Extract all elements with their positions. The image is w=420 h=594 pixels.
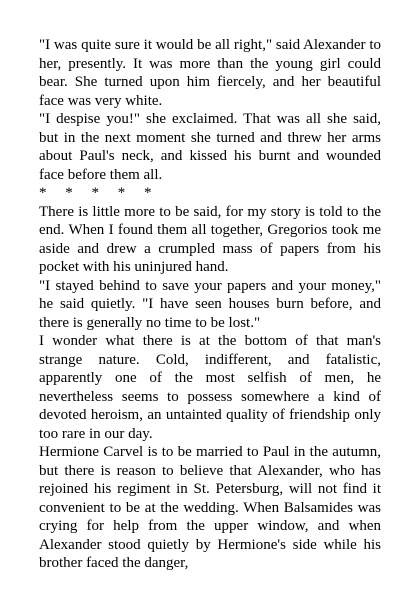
- paragraph: There is little more to be said, for my story is told to the end. When I found them all together, Gregorios took me aside and drew a crumpled mass of papers from his pocket with his uninjured hand.: [39, 203, 381, 275]
- paragraph: Hermione Carvel is to be married to Paul in the autumn, but there is reason to believe that Alexander, who has rejoined his regiment in St. Petersburg, will not find it convenient to be at the wedding. When Balsamides was crying for help from the upper window, and when Alexander stood quietly by Hermione's side while his brother faced the danger,: [39, 444, 381, 571]
- paragraph: "I was quite sure it would be all right," said Alexander to her, presently. It was more than the young girl could bear. She turned upon him fiercely, and her beautiful face was very white.: [39, 37, 381, 109]
- paragraph: I wonder what there is at the bottom of that man's strange nature. Cold, indifferent, and fatalistic, apparently one of the most selfish of men, he nevertheless seems to possess somewhere a kind of devoted heroism, an untainted quality of friendship only too rare in our day.: [39, 333, 381, 442]
- paragraph: "I despise you!" she exclaimed. That was all she said, but in the next moment she turned and threw her arms about Paul's neck, and kissed his burnt and wounded face before them all.: [39, 111, 381, 183]
- section-break: * * * * *: [39, 185, 152, 201]
- paragraph: "I stayed behind to save your papers and your money," he said quietly. "I have seen houses burn before, and there is generally no time to be lost.": [39, 277, 381, 331]
- page-body: [39, 36, 381, 573]
